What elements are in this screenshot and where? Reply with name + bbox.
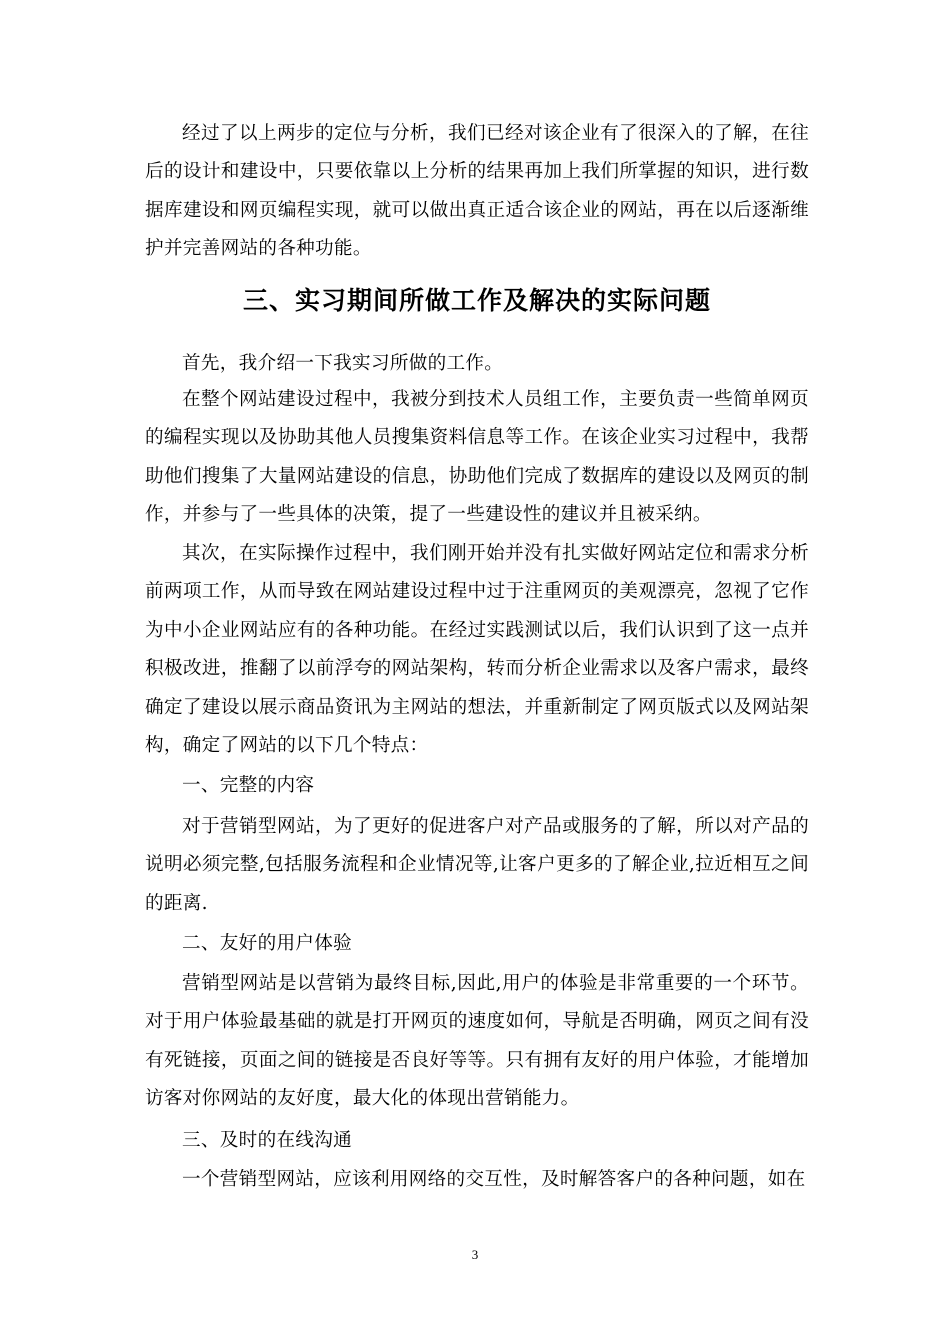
paragraph-work-description: 在整个网站建设过程中，我被分到技术人员组工作，主要负责一些简单网页的编程实现以及协助其他人员搜集资料信息等工作。在该企业实习过程中，我帮助他们搜集了大量网站建设的信息，协助他们完成了数据库的建设以及网页的制作，并参与了一些具体的决策，提了一些建设性的建议并且被采纳。	[145, 389, 809, 526]
paragraph-online-communication: 一个营销型网站，应该利用网络的交互性，及时解答客户的各种问题，如在	[182, 1169, 806, 1190]
paragraph-practice-issues: 其次，在实际操作过程中，我们刚开始并没有扎实做好网站定位和需求分析前两项工作，从而导致在网站建设过程中过于注重网页的美观漂亮，忽视了它作为中小企业网站应有的各种功能。在经过实践测试以后，我们认识到了这一点并积极改进，推翻了以前浮夸的网站架构，转而分析企业需求以及客户需求，最终确定了建设以展示商品资讯为主网站的想法，并重新制定了网页版式以及网站架构，确定了网站的以下几个特点：	[145, 543, 809, 757]
paragraph-analysis-summary: 经过了以上两步的定位与分析，我们已经对该企业有了很深入的了解，在往后的设计和建设中，只要依靠以上分析的结果再加上我们所掌握的知识，进行数据库建设和网页编程实现，就可以做出真正适合该企业的网站，再在以后逐渐维护并完善网站的各种功能。	[145, 123, 809, 260]
paragraph-complete-content: 对于营销型网站，为了更好的促进客户对产品或服务的了解，所以对产品的说明必须完整,包括服务流程和企业情况等,让客户更多的了解企业,拉近相互之间的距离.	[145, 816, 809, 914]
subheading-online-communication: 三、及时的在线沟通	[182, 1130, 353, 1151]
paragraph-user-experience: 营销型网站是以营销为最终目标,因此,用户的体验是非常重要的一个环节。对于用户体验最基础的就是打开网页的速度如何，导航是否明确，网页之间有没有死链接，页面之间的链接是否良好等等。只有拥有友好的用户体验，才能增加访客对你网站的友好度，最大化的体现出营销能力。	[145, 973, 809, 1110]
subheading-user-experience: 二、友好的用户体验	[182, 933, 353, 954]
paragraph-intro: 首先，我介绍一下我实习所做的工作。	[182, 353, 504, 374]
page-number: 3	[471, 1247, 479, 1262]
subheading-complete-content: 一、完整的内容	[182, 775, 315, 796]
section-heading: 三、实习期间所做工作及解决的实际问题	[242, 286, 711, 315]
